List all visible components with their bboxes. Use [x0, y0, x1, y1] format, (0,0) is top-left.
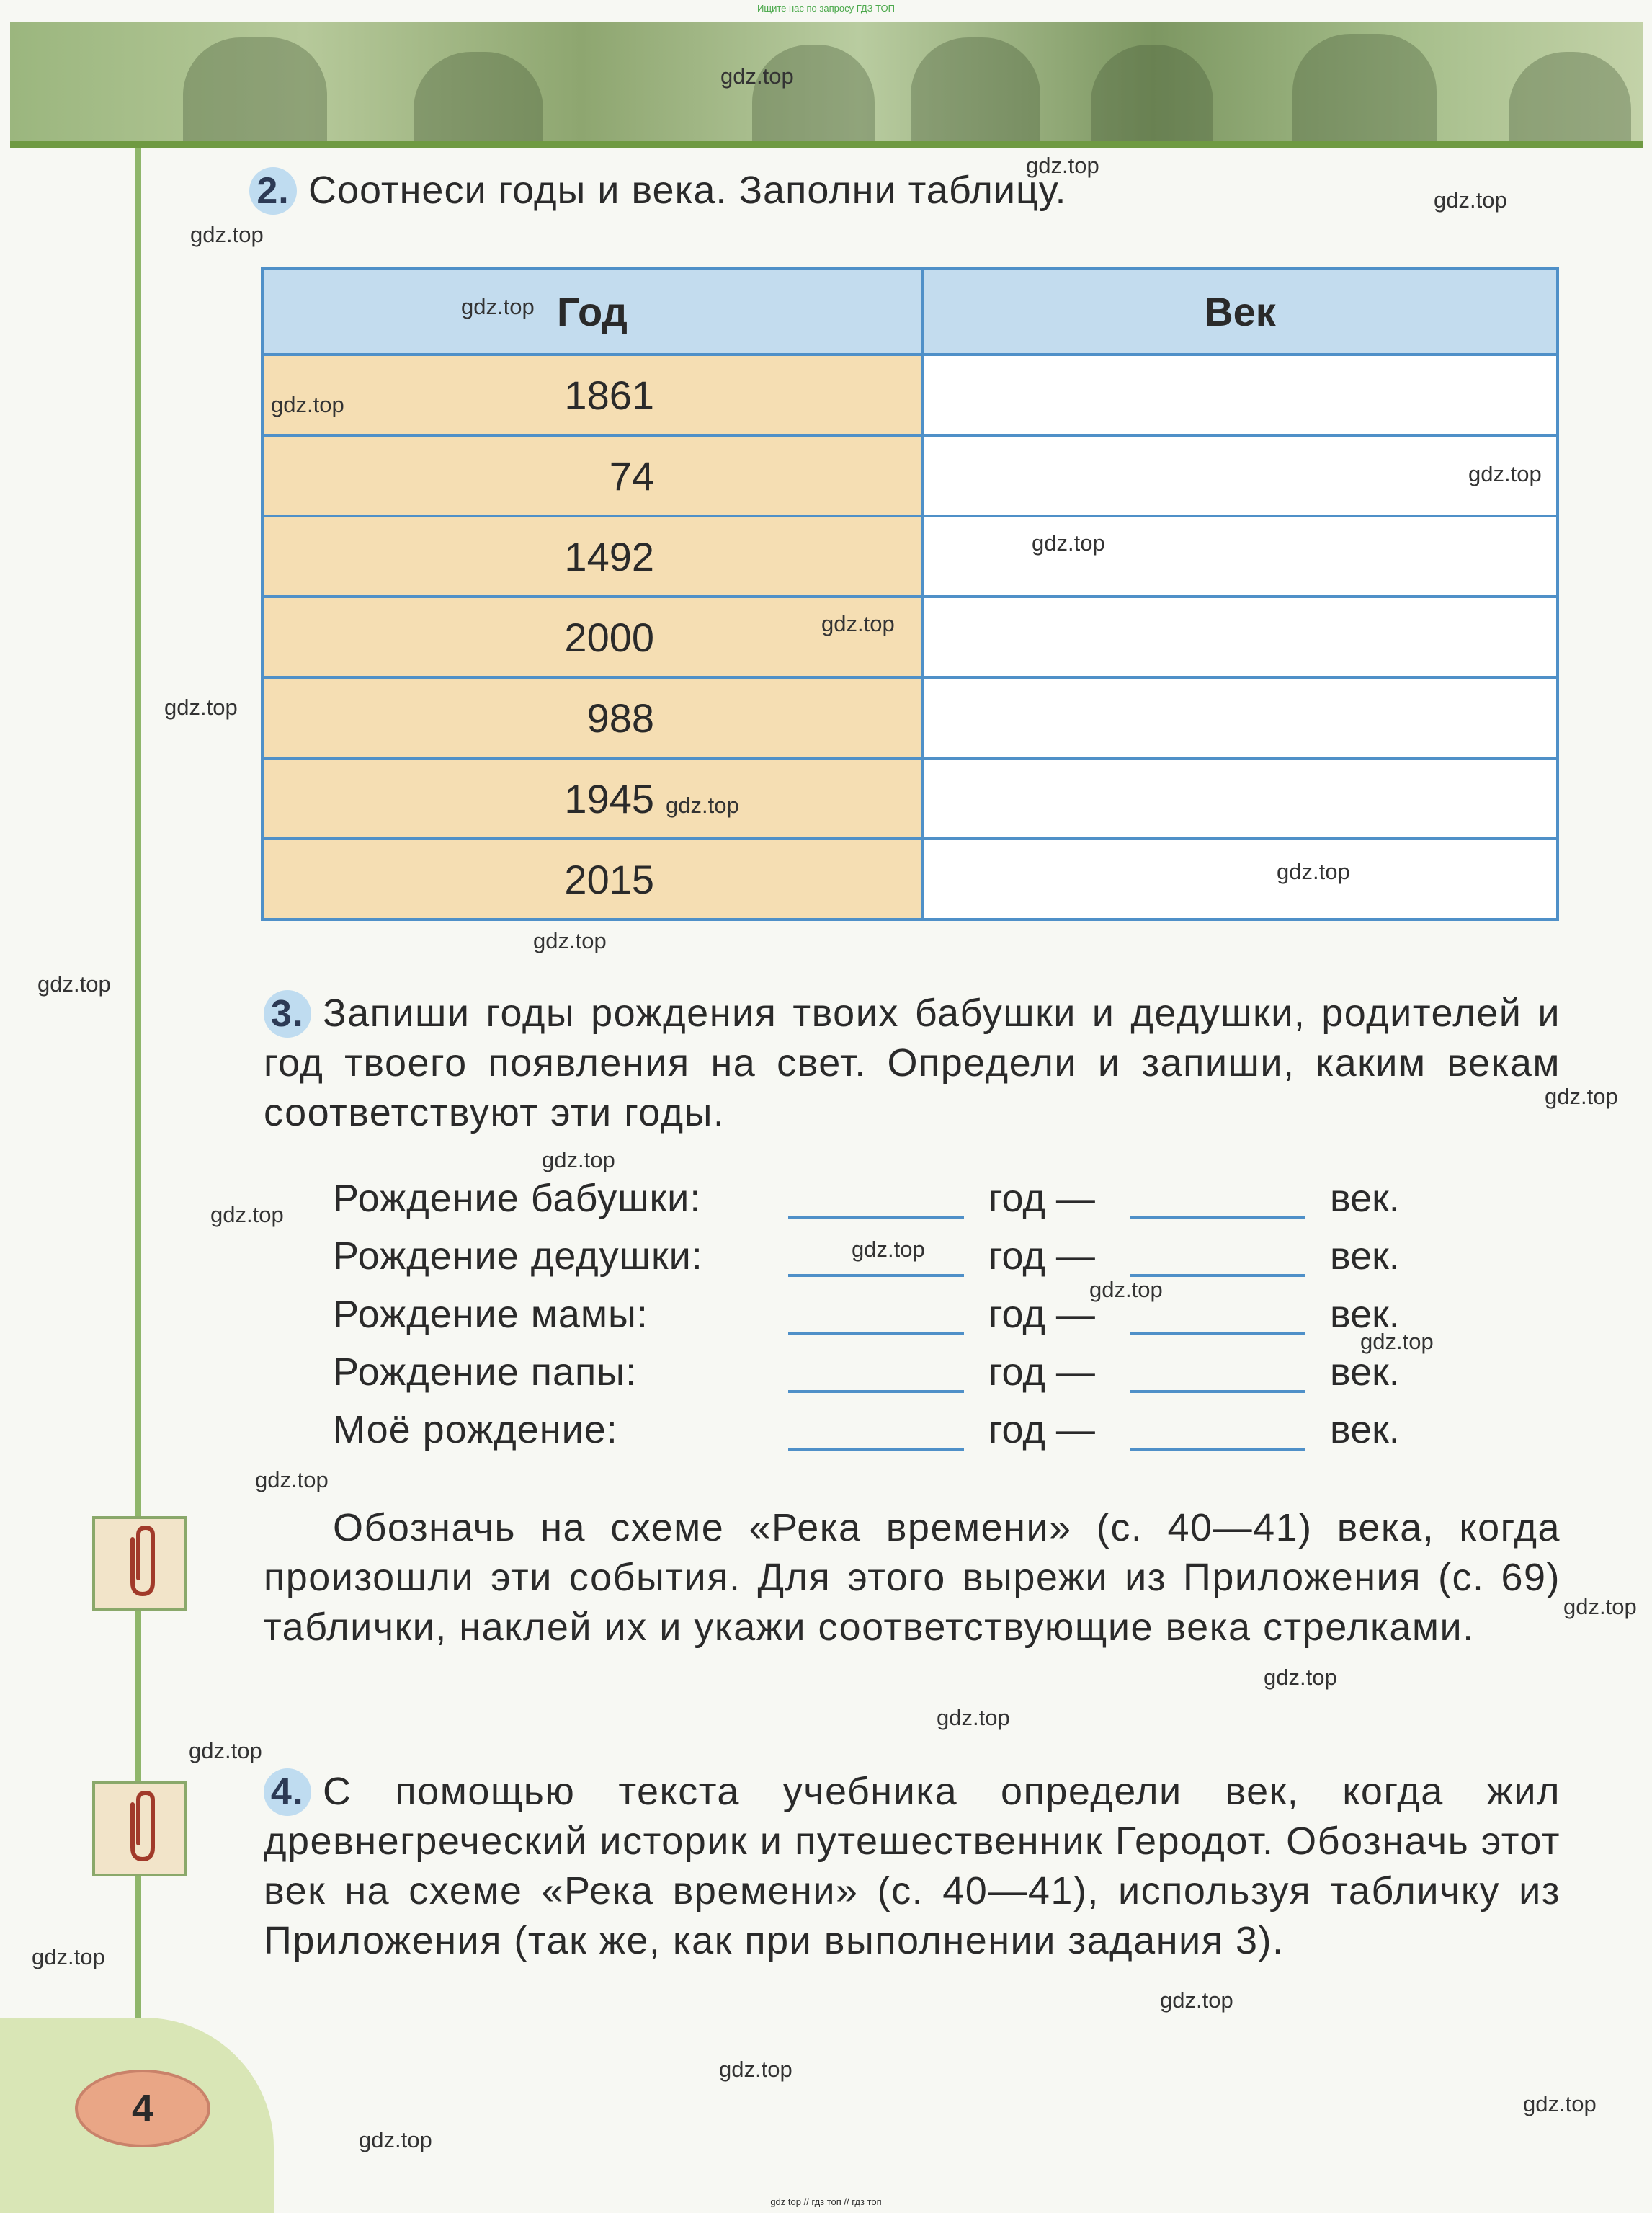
century-cell[interactable]	[922, 516, 1558, 597]
year-cell: 74	[262, 435, 922, 516]
task4-text: С помощью текста учебника определи век, когда жил древнегреческий историк и путешественник Геродот. Обозначь этот век на схеме «Река времени» (с. 40—41), используя табличку из Приложения (так же, как при выполнении задания 3).	[264, 1770, 1561, 1962]
century-cell[interactable]	[922, 597, 1558, 677]
watermark: gdz.top	[821, 611, 895, 636]
century-word: век.	[1330, 1293, 1400, 1336]
century-word: век.	[1330, 1350, 1400, 1394]
table-header-year: Год	[262, 268, 922, 355]
watermark: gdz.top	[1264, 1665, 1337, 1690]
century-blank[interactable]	[1130, 1332, 1305, 1335]
watermark: gdz.top	[271, 392, 344, 417]
watermark: gdz.top	[1277, 859, 1350, 884]
page-number: 4	[75, 2070, 210, 2147]
watermark: gdz.top	[190, 222, 264, 247]
birth-row-label: Рождение мамы:	[333, 1293, 648, 1336]
century-cell[interactable]	[922, 839, 1558, 920]
birth-row-label: Рождение бабушки:	[333, 1177, 702, 1220]
header-banner	[10, 22, 1643, 146]
task4-paragraph	[264, 1767, 1561, 1966]
task2-number: 2.	[249, 167, 297, 215]
watermark: gdz.top	[461, 294, 535, 319]
paperclip-icon	[111, 1525, 169, 1603]
year-cell: 988	[262, 677, 922, 758]
task2-heading	[249, 167, 1067, 215]
watermark: gdz.top	[1089, 1277, 1163, 1302]
century-blank[interactable]	[1130, 1216, 1305, 1219]
birth-row-label: Рождение папы:	[333, 1350, 638, 1394]
century-word: век.	[1330, 1234, 1400, 1278]
year-word: год —	[988, 1234, 1095, 1278]
paperclip-badge	[92, 1781, 187, 1876]
watermark: gdz.top	[164, 695, 238, 720]
paperclip-icon	[111, 1790, 169, 1868]
year-blank[interactable]	[788, 1448, 964, 1451]
table-row	[262, 597, 1558, 677]
century-cell[interactable]	[922, 355, 1558, 435]
bottom-note: gdz top // гдз топ // гдз топ	[770, 2196, 882, 2207]
watermark: gdz.top	[1523, 2091, 1597, 2116]
watermark: gdz.top	[1032, 530, 1105, 556]
year-cell: 1492	[262, 516, 922, 597]
century-word: век.	[1330, 1408, 1400, 1451]
century-cell[interactable]	[922, 435, 1558, 516]
watermark: gdz.top	[542, 1147, 615, 1172]
task3-note: Обозначь на схеме «Река времени» (с. 40—41) века, когда произошли эти события. Для этого вырежи из Приложения (с. 69) таблички, наклей их и укажи соответствующие века стрелками.	[264, 1506, 1561, 1649]
year-word: год —	[988, 1350, 1095, 1394]
table-row	[262, 435, 1558, 516]
year-blank[interactable]	[788, 1216, 964, 1219]
year-cell: 2015	[262, 839, 922, 920]
banner-edge	[10, 141, 1643, 148]
century-cell[interactable]	[922, 758, 1558, 839]
year-blank[interactable]	[788, 1390, 964, 1393]
watermark: gdz.top	[1160, 1987, 1233, 2013]
century-cell[interactable]	[922, 677, 1558, 758]
year-word: год —	[988, 1177, 1095, 1220]
table-row	[262, 355, 1558, 435]
task3-paragraph	[264, 989, 1561, 1138]
year-word: год —	[988, 1293, 1095, 1336]
watermark: gdz.top	[189, 1738, 262, 1763]
task3-number: 3.	[264, 990, 311, 1038]
table-row	[262, 839, 1558, 920]
watermark: gdz.top	[210, 1202, 284, 1227]
watermark: gdz.top	[937, 1705, 1010, 1730]
watermark: gdz.top	[720, 63, 794, 89]
years-table	[261, 267, 1559, 921]
watermark: gdz.top	[533, 928, 607, 953]
watermark: gdz.top	[1545, 1084, 1618, 1109]
century-word: век.	[1330, 1177, 1400, 1220]
watermark: gdz.top	[359, 2127, 432, 2152]
year-cell: 1945	[262, 758, 922, 839]
task4-number: 4.	[264, 1768, 311, 1816]
year-cell: 1861	[262, 355, 922, 435]
watermark: gdz.top	[37, 971, 111, 997]
watermark: gdz.top	[666, 793, 739, 818]
birth-row-label: Моё рождение:	[333, 1408, 618, 1451]
century-blank[interactable]	[1130, 1390, 1305, 1393]
top-note: Ищите нас по запросу ГДЗ ТОП	[757, 3, 895, 14]
watermark: gdz.top	[1434, 187, 1507, 213]
table-header-century: Век	[922, 268, 1558, 355]
year-cell: 2000	[262, 597, 922, 677]
watermark: gdz.top	[32, 1944, 105, 1969]
paperclip-badge	[92, 1516, 187, 1611]
task3-text: Запиши годы рождения твоих бабушки и дедушки, родителей и год твоего появления на свет. Определи и запиши, каким векам соответствуют эти годы.	[264, 992, 1561, 1134]
year-blank[interactable]	[788, 1332, 964, 1335]
watermark: gdz.top	[852, 1237, 925, 1262]
watermark: gdz.top	[1360, 1329, 1434, 1354]
watermark: gdz.top	[1563, 1594, 1637, 1619]
birth-row-label: Рождение дедушки:	[333, 1234, 703, 1278]
century-blank[interactable]	[1130, 1448, 1305, 1451]
watermark: gdz.top	[1468, 461, 1542, 486]
year-word: год —	[988, 1408, 1095, 1451]
watermark: gdz.top	[255, 1467, 329, 1492]
watermark: gdz.top	[719, 2057, 792, 2082]
table-row	[262, 758, 1558, 839]
table-row	[262, 677, 1558, 758]
year-blank[interactable]	[788, 1274, 964, 1277]
table-row	[262, 516, 1558, 597]
task2-text: Соотнеси годы и века. Заполни таблицу.	[308, 169, 1067, 212]
watermark: gdz.top	[1026, 153, 1099, 178]
